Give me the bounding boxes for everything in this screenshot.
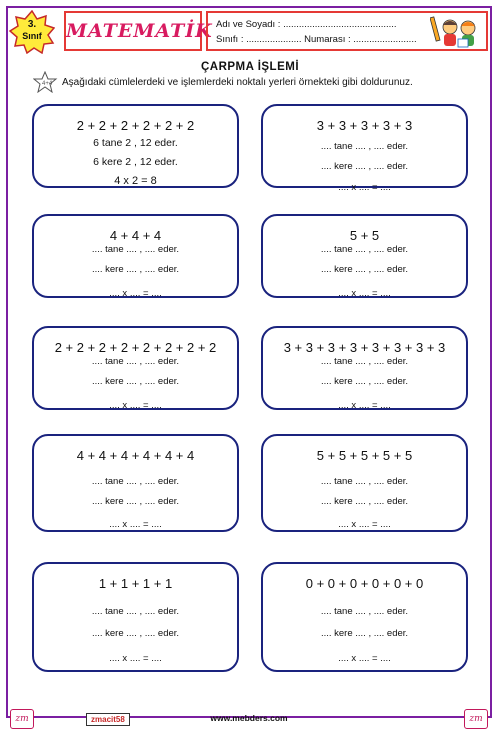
exercise-card-7 <box>32 434 239 532</box>
worksheet-title: ÇARPMA İŞLEMİ <box>200 61 300 73</box>
exercise-card-6 <box>261 326 468 410</box>
exercise-card-8 <box>261 434 468 532</box>
exercise-card-2 <box>261 104 468 193</box>
exercise-card-4 <box>261 214 468 298</box>
card-expression: 5 + 5 <box>349 228 380 243</box>
card-tane-line[interactable]: .... tane .... , .... eder. <box>320 244 409 255</box>
card-tane-line: 6 tane 2 , 12 eder. <box>93 137 178 149</box>
card-kere-line: 6 kere 2 , 12 eder. <box>93 156 178 168</box>
footer <box>6 709 492 725</box>
card-expression: 0 + 0 + 0 + 0 + 0 + 0 <box>305 576 424 591</box>
card-kere-line[interactable]: .... kere .... , .... eder. <box>320 161 409 172</box>
card-multiplication-line[interactable]: .... x .... = .... <box>109 519 162 530</box>
card-tane-line[interactable]: .... tane .... , .... eder. <box>320 606 409 617</box>
name-field[interactable]: Adı ve Soyadı : ........................................... <box>216 19 397 30</box>
card-tane-line[interactable]: .... tane .... , .... eder. <box>91 476 180 487</box>
card-tane-line[interactable]: .... tane .... , .... eder. <box>91 606 180 617</box>
instruction-text: Aşağıdaki cümlelerdeki ve işlemlerdeki noktalı yerleri örnekteki gibi doldurunuz. <box>62 77 413 88</box>
card-kere-line[interactable]: .... kere .... , .... eder. <box>91 376 180 387</box>
card-multiplication-line[interactable]: .... x .... = .... <box>109 400 162 411</box>
exercise-card-10 <box>261 562 468 672</box>
card-kere-line[interactable]: .... kere .... , .... eder. <box>320 264 409 275</box>
exercise-card-1 <box>32 104 239 188</box>
card-kere-line[interactable]: .... kere .... , .... eder. <box>91 628 180 639</box>
card-kere-line[interactable]: .... kere .... , .... eder. <box>320 376 409 387</box>
exercise-card-5 <box>32 326 239 410</box>
card-multiplication-line[interactable]: .... x .... = .... <box>109 288 162 299</box>
exercise-card-9 <box>32 562 239 672</box>
card-multiplication-line[interactable]: .... x .... = .... <box>338 288 391 299</box>
card-multiplication-line[interactable]: .... x .... = .... <box>338 400 391 411</box>
card-multiplication-line[interactable]: .... x .... = .... <box>338 182 391 193</box>
student-info-box <box>206 11 488 51</box>
card-kere-line[interactable]: .... kere .... , .... eder. <box>91 264 180 275</box>
card-kere-line[interactable]: .... kere .... , .... eder. <box>320 628 409 639</box>
card-expression: 5 + 5 + 5 + 5 + 5 <box>316 448 413 463</box>
card-tane-line[interactable]: .... tane .... , .... eder. <box>320 356 409 367</box>
footer-logo-right: zm <box>464 709 488 729</box>
footer-logo-left: zm <box>10 709 34 729</box>
card-expression: 4 + 4 + 4 <box>109 228 162 243</box>
grade-number: 3. <box>27 19 37 30</box>
author-tag: zmacit58 <box>86 713 130 726</box>
card-tane-line[interactable]: .... tane .... , .... eder. <box>91 356 180 367</box>
pencil-star-icon <box>33 71 59 93</box>
card-expression: 2 + 2 + 2 + 2 + 2 + 2 <box>76 118 195 133</box>
card-expression: 2 + 2 + 2 + 2 + 2 + 2 + 2 + 2 <box>54 340 217 355</box>
card-multiplication-line: 4 x 2 = 8 <box>114 175 157 187</box>
card-multiplication-line[interactable]: .... x .... = .... <box>338 653 391 664</box>
card-expression: 3 + 3 + 3 + 3 + 3 <box>316 118 413 133</box>
exercise-card-3 <box>32 214 239 298</box>
card-expression: 4 + 4 + 4 + 4 + 4 + 4 <box>76 448 195 463</box>
grade-label: Sınıf <box>22 31 42 41</box>
card-multiplication-line[interactable]: .... x .... = .... <box>109 653 162 664</box>
subject-title-box <box>64 11 213 51</box>
card-multiplication-line[interactable]: .... x .... = .... <box>338 519 391 530</box>
kids-illustration-icon <box>430 15 482 49</box>
website-link[interactable]: www.mebders.com <box>210 713 288 723</box>
card-expression: 1 + 1 + 1 + 1 <box>98 576 173 591</box>
header <box>6 6 492 54</box>
card-kere-line[interactable]: .... kere .... , .... eder. <box>320 496 409 507</box>
card-kere-line[interactable]: .... kere .... , .... eder. <box>91 496 180 507</box>
card-expression: 3 + 3 + 3 + 3 + 3 + 3 + 3 + 3 <box>283 340 446 355</box>
svg-text:4+4: 4+4 <box>42 81 53 87</box>
class-number-field[interactable]: Sınıfı : ..................... Numarası : ........................ <box>216 34 417 45</box>
card-tane-line[interactable]: .... tane .... , .... eder. <box>320 141 409 152</box>
card-tane-line[interactable]: .... tane .... , .... eder. <box>320 476 409 487</box>
card-tane-line[interactable]: .... tane .... , .... eder. <box>91 244 180 255</box>
subject-title: MATEMATİK <box>66 20 213 42</box>
grade-badge <box>9 10 55 54</box>
